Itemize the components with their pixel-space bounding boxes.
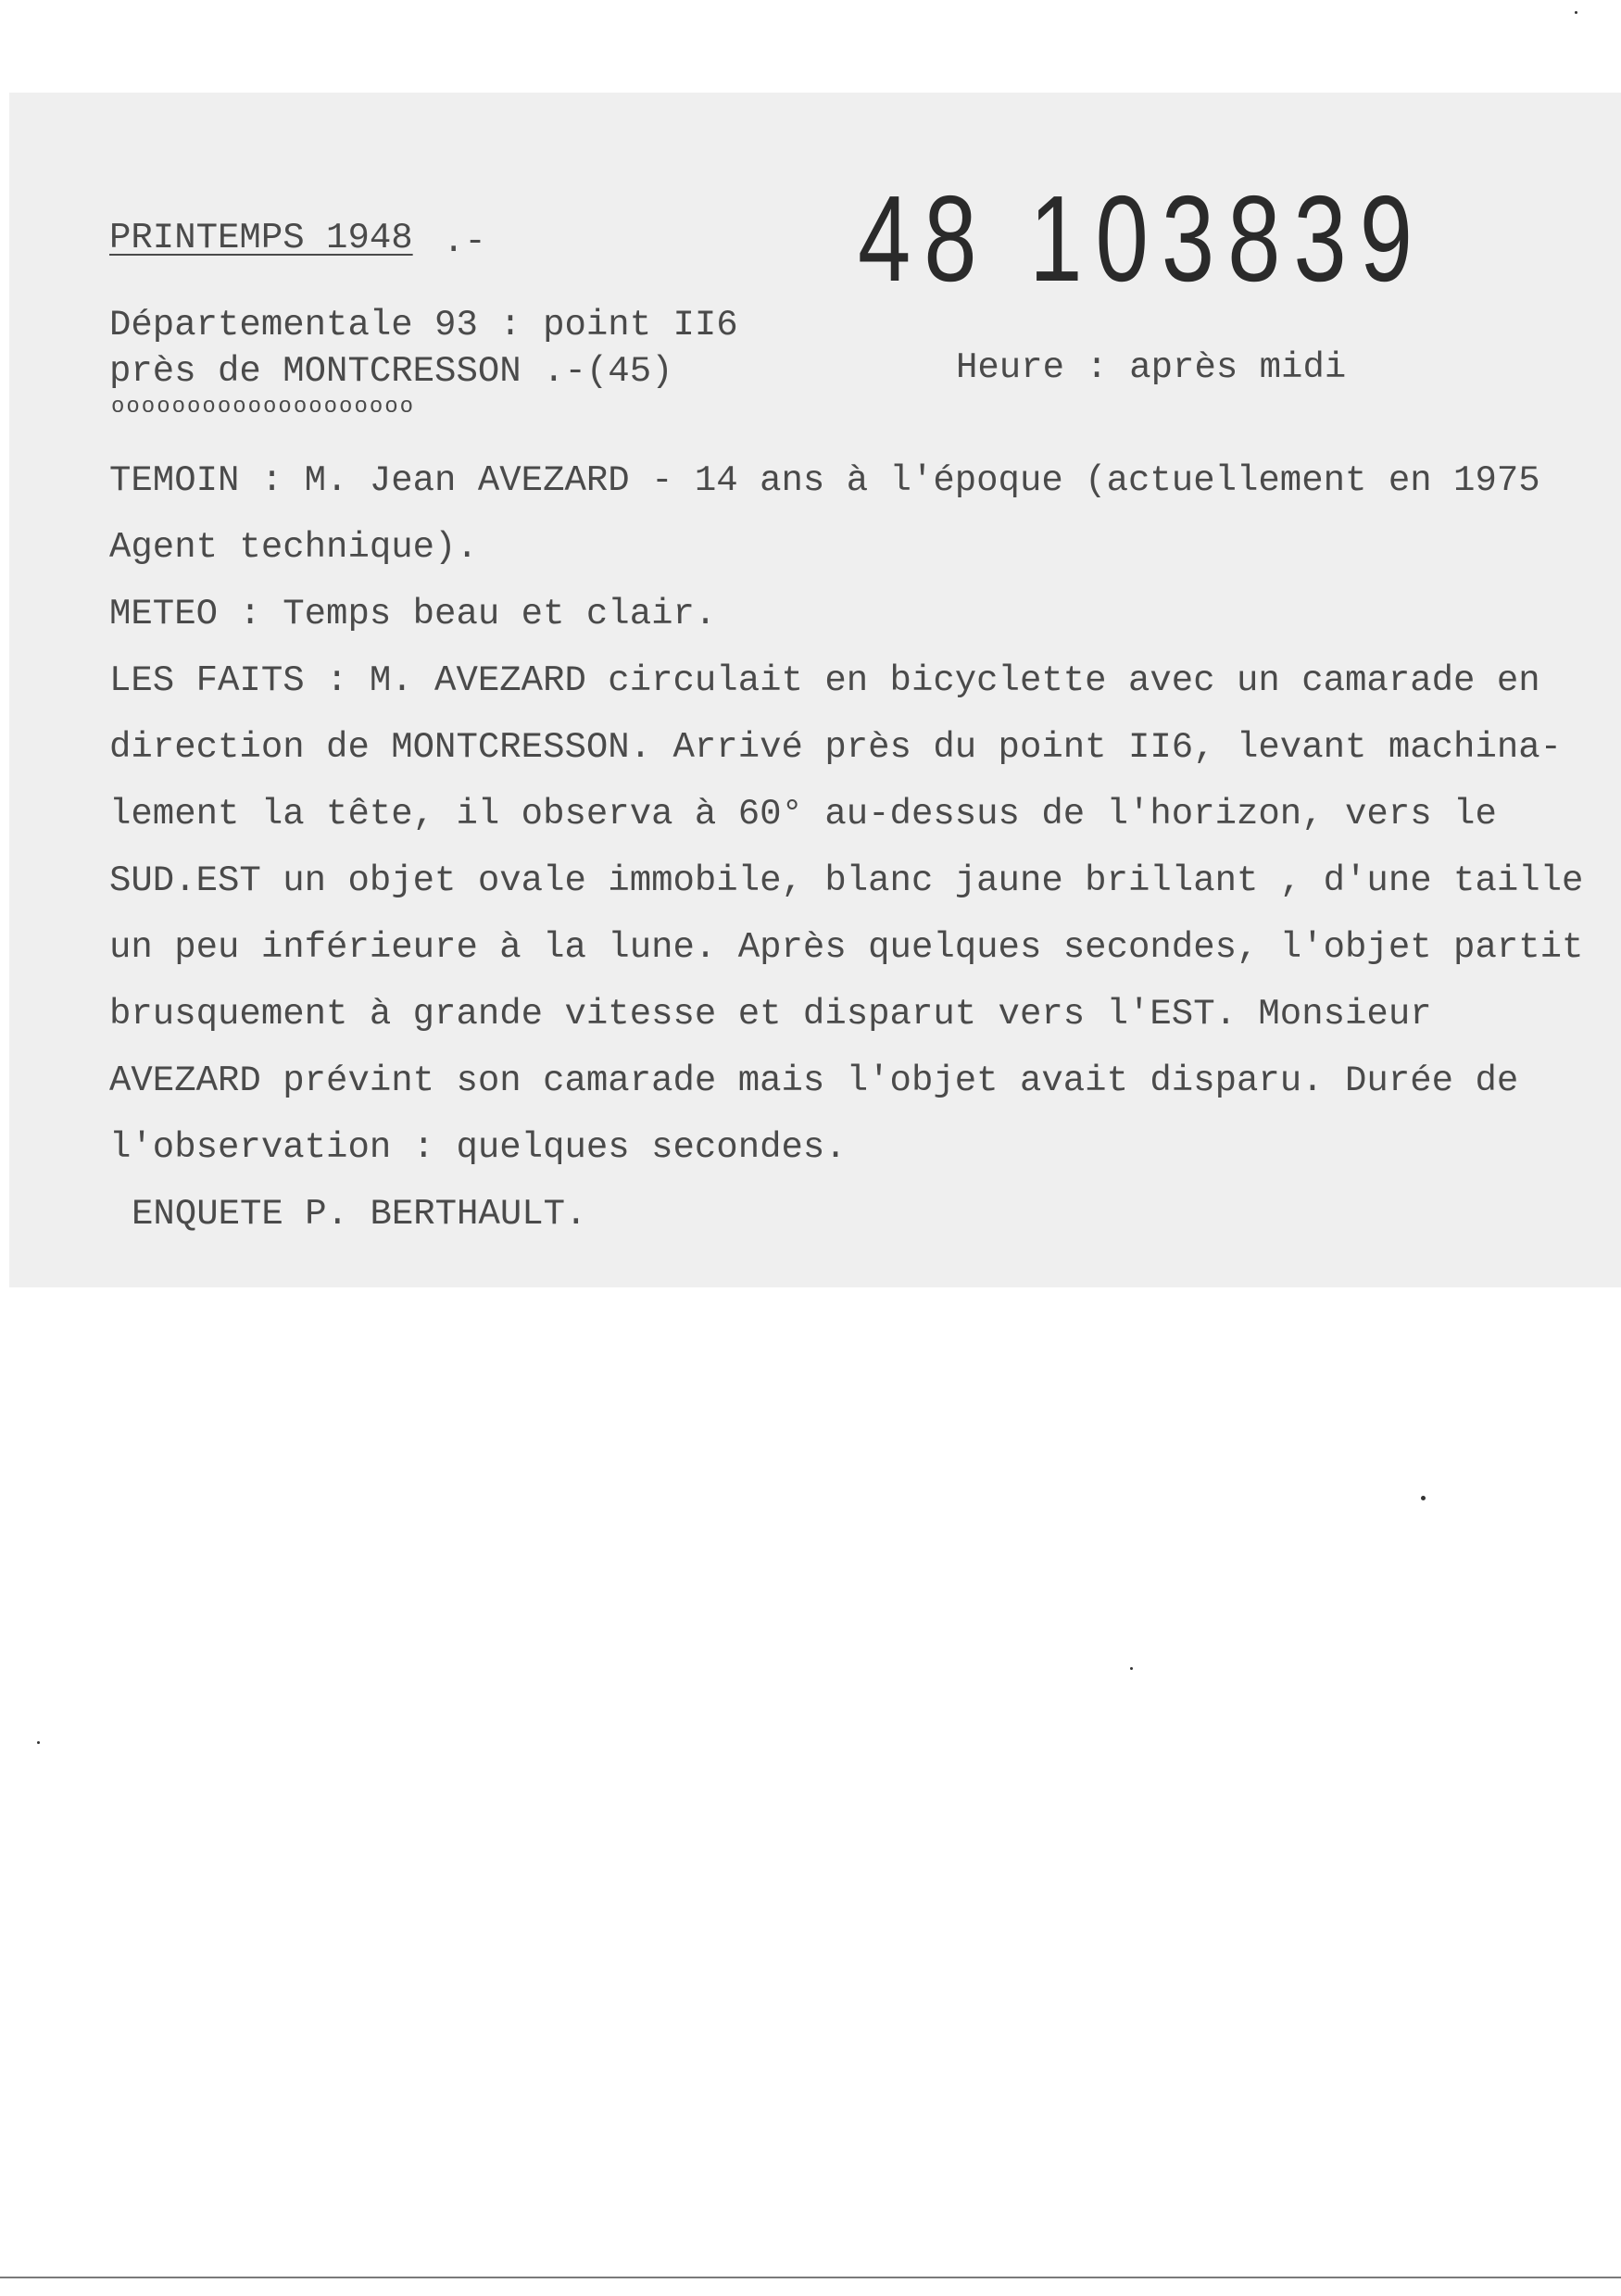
body-line: l'observation : quelques secondes. [109,1127,847,1168]
season-heading: PRINTEMPS 1948 [109,218,413,258]
body-line: direction de MONTCRESSON. Arrivé près du point II6, levant machina- [109,727,1563,768]
body-line: AVEZARD prévint son camarade mais l'objet avait disparu. Durée de [109,1060,1519,1101]
time-of-observation: Heure : après midi [956,347,1347,388]
separator-line: oooooooooooooooooooo [111,395,416,420]
body-line: Agent technique). [109,527,478,568]
location-line-2: près de MONTCRESSON .-(45) [109,351,673,392]
body-line: un peu inférieure à la lune. Après quelques secondes, l'objet partit [109,927,1584,968]
investigator-line: ENQUETE P. BERTHAULT. [132,1194,587,1235]
scan-speck [1421,1496,1426,1500]
scan-speck [1575,11,1577,14]
scan-edge [0,2277,1621,2278]
scan-speck [37,1741,40,1744]
body-line: METEO : Temps beau et clair. [109,594,717,634]
season-suffix: .- [443,221,486,262]
location-line-1: Départementale 93 : point II6 [109,305,738,345]
body-line: lement la tête, il observa à 60° au-dessus de l'horizon, vers le [109,794,1497,834]
body-line: LES FAITS : M. AVEZARD circulait en bicyclette avec un camarade en [109,660,1540,701]
reference-number: 48 103839 [858,170,1426,307]
body-line: brusquement à grande vitesse et disparut vers l'EST. Monsieur [109,994,1432,1035]
scan-speck [1130,1667,1133,1670]
body-line: SUD.EST un objet ovale immobile, blanc jaune brillant , d'une taille [109,860,1584,901]
body-line: TEMOIN : M. Jean AVEZARD - 14 ans à l'époque (actuellement en 1975 [109,460,1540,501]
